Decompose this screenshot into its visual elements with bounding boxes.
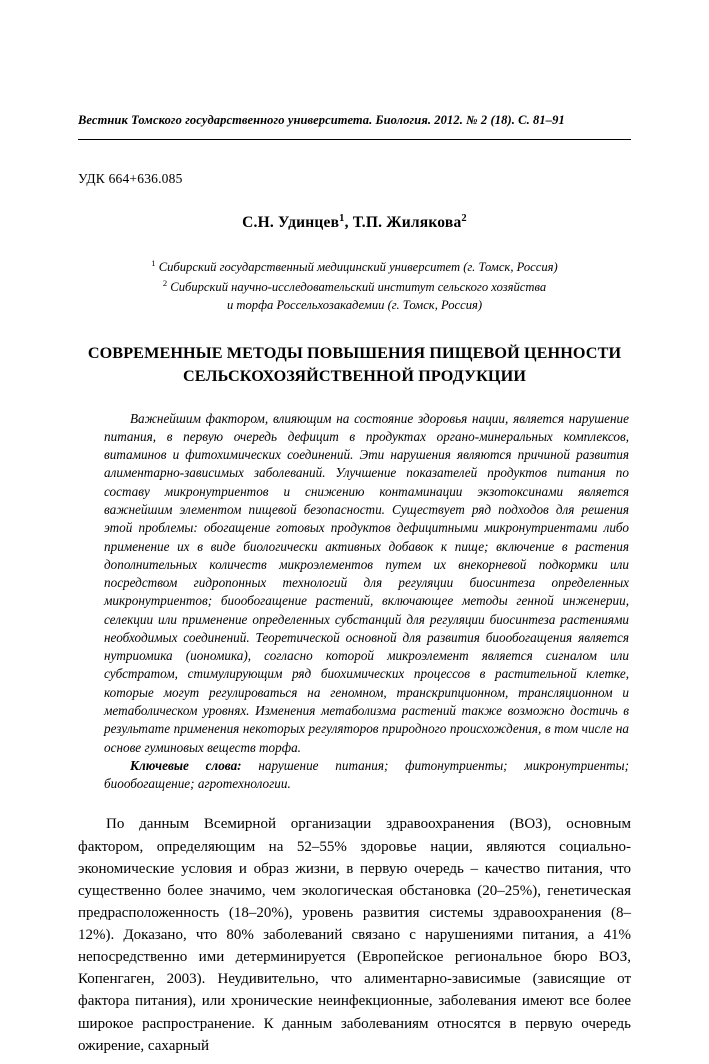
- author-one: С.Н. Удинцев: [242, 214, 340, 232]
- author-two-affiliation-marker: 2: [461, 213, 467, 225]
- affiliation-marker: 1: [151, 258, 156, 269]
- journal-header: Вестник Томского государственного университета. Биология. 2012. № 2 (18). С. 81–91: [78, 113, 565, 127]
- affiliation-text: Сибирский государственный медицинский университет (г. Томск, Россия): [158, 260, 558, 275]
- affiliation-text: Сибирский научно-исследовательский институт сельского хозяйства: [170, 280, 547, 295]
- affiliation-text: и торфа Россельхозакадемии (г. Томск, Россия): [226, 298, 483, 313]
- keywords-label: Ключевые слова:: [130, 757, 242, 773]
- author-list: [78, 213, 631, 232]
- author-one-affiliation-marker: 1: [339, 213, 345, 225]
- page-content: [78, 112, 631, 1057]
- body-paragraph: По данным Всемирной организации здравоохранения (ВОЗ), основным фактором, определяющим на 52–55% здоровье нации, являются социально-экономические условия и образ жизни, в первую очередь – качество питания, что существенно более значимо, чем экологическая обстановка (20–25%), генетическая предрасположенность (18–20%), уровень развития системы здравоохранения (8–12%). Доказано, что 80% заболеваний связано с нарушениями питания, а 41% непосредственно ими детерминируется (Европейское региональное бюро ВОЗ, Копенгаген, 2003). Неудивительно, что алиментарно-зависимые (зависящие от фактора питания), или хронические неинфекционные, заболевания имеют все более широкое распространение. К данным заболеваниям относятся в первую очередь ожирение, сахарный: [78, 816, 631, 1054]
- author-two: , Т.П. Жилякова: [344, 214, 462, 232]
- udk-code: УДК 664+636.085: [78, 171, 183, 187]
- affiliation-item: [78, 296, 631, 314]
- affiliations: [78, 257, 631, 314]
- affiliation-marker: 2: [162, 277, 168, 288]
- affiliation-item: [78, 277, 631, 296]
- keywords: [78, 757, 631, 794]
- header-divider: [78, 139, 631, 140]
- abstract-text: Важнейшим фактором, влияющим на состояние здоровья нации, является нарушение питания, в первую очередь дефицит в продуктах органо-минеральных комплексов, витаминов и фитохимических соединений. Эти нарушения являются причиной развития алиментарно-зависимых заболеваний. Улучшение показателей продуктов питания по составу микронутриентов и снижению контаминации экзотоксинами является важнейшим элементом пищевой безопасности. Существует ряд подходов для решения этой проблемы: обогащение готовых продуктов дефицитными микронутриентами либо применение их в виде биологически активных добавок к пище; включение в растения дополнительных количеств микроэлементов путем их внекорневой подкормки или посредством гидропонных технологий для регуляции биосинтеза определенных микронутриентов; биообогащение растений, включающее методы генной инженерии, селекции или применение определенных субстанций для регуляции биосинтеза растениями необходимых соединений. Теоретической основной для развития биообогащения является нутриомика (иономика), согласно которой микроэлемент является сигналом или субстратом, стимулирующим ряд биохимических процессов в растительной клетке, которые могут регулироваться на геномном, транскрипционном, трансляционном и метаболическом уровнях. Изменения метаболизма растений также возможно достичь в результате применения некоторых регуляторов природного происхождения, в том числе на основе гуминовых веществ торфа.: [104, 410, 629, 755]
- affiliation-item: [78, 257, 631, 276]
- page-title: СОВРЕМЕННЫЕ МЕТОДЫ ПОВЫШЕНИЯ ПИЩЕВОЙ ЦЕННОСТИ СЕЛЬСКОХОЗЯЙСТВЕННОЙ ПРОДУКЦИИ: [87, 343, 622, 385]
- keywords-text: нарушение питания; фитонутриенты; микронутриенты; биообогащение; агротехнологии.: [104, 757, 629, 792]
